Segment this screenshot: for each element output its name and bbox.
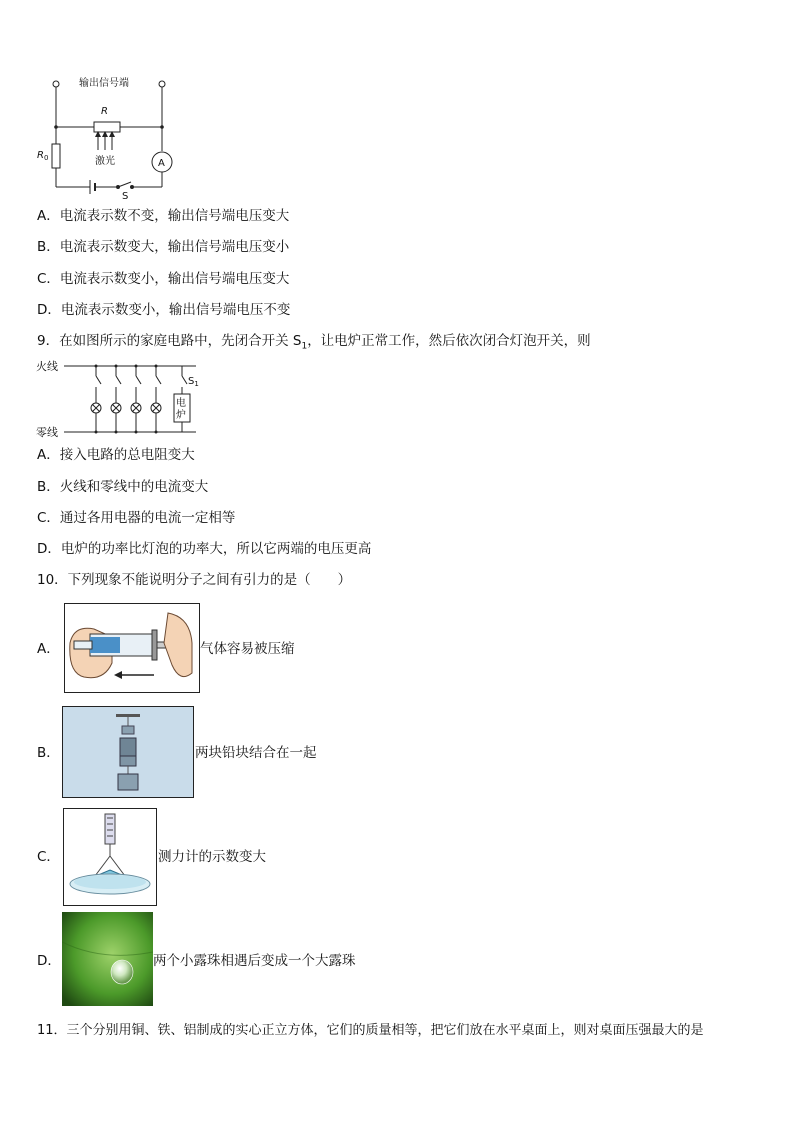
q8-option-c[interactable]: C．电流表示数变小，输出信号端电压变大 [37, 271, 290, 287]
q8-option-a[interactable]: A．电流表示数不变，输出信号端电压变大 [37, 208, 290, 224]
resistor-r [94, 122, 120, 132]
output-terminal-left [53, 81, 59, 87]
q9-stem [37, 332, 591, 356]
q10-option-d-letter[interactable]: D． [37, 953, 61, 969]
q10-option-c-letter[interactable]: C． [37, 849, 60, 865]
q9-option-b[interactable]: B．火线和零线中的电流变大 [37, 479, 209, 495]
q9-option-d[interactable]: D．电炉的功率比灯泡的功率大，所以它两端的电压更高 [37, 541, 372, 557]
output-signal-label: 输出信号端 [79, 78, 129, 89]
q10-option-d-text[interactable]: 两个小露珠相遇后变成一个大露珠 [153, 953, 356, 969]
q9-option-c[interactable]: C．通过各用电器的电流一定相等 [37, 510, 236, 526]
lamp-branch-4 [151, 366, 161, 432]
q9-stem-sub: 1 [301, 341, 308, 352]
neutral-wire-label: 零线 [36, 426, 58, 439]
lamp-branch-1 [91, 366, 101, 432]
r0-label: $R_0$ [37, 150, 49, 162]
q9-household-circuit [36, 356, 206, 440]
q8-option-b[interactable]: B．电流表示数变大，输出信号端电压变小 [37, 239, 290, 255]
q10-option-a-text[interactable]: 气体容易被压缩 [200, 641, 295, 657]
q10-option-b-text[interactable]: 两块铅块结合在一起 [195, 745, 317, 761]
q9-option-a[interactable]: A．接入电路的总电阻变大 [37, 447, 195, 463]
q8-option-d[interactable]: D．电流表示数变小，输出信号端电压不变 [37, 302, 291, 318]
live-wire-label: 火线 [36, 360, 58, 373]
dew-drop-image [62, 912, 153, 1006]
lamp-branch-3 [131, 366, 141, 432]
q10-option-a-letter[interactable]: A． [37, 641, 60, 657]
resistor-r0 [52, 144, 60, 168]
q11-stem: 11．三个分别用铜、铁、铝制成的实心正立方体，它们的质量相等，把它们放在水平桌面上，则对桌面压强最大的是 [37, 1023, 704, 1038]
lead-blocks-image [62, 706, 194, 798]
lamp-branch-2 [111, 366, 121, 432]
syringe-image [64, 603, 200, 693]
output-terminal-right [159, 81, 165, 87]
switch-s [118, 182, 131, 187]
q10-stem: 10．下列现象不能说明分子之间有引力的是（ ） [37, 572, 352, 588]
switch-label: S [122, 191, 129, 202]
q9-stem-text: 9．在如图所示的家庭电路中，先闭合开关 S [37, 333, 302, 349]
laser-label: 激光 [95, 156, 115, 167]
force-meter-image [63, 808, 157, 906]
q8-circuit-diagram [34, 72, 174, 202]
q9-stem-text-2: ，让电炉正常工作，然后依次闭合灯泡开关，则 [307, 333, 591, 349]
q10-option-c-text[interactable]: 测力计的示数变大 [158, 849, 266, 865]
s1-label: $S_1$ [188, 376, 199, 388]
stove-label-2: 炉 [176, 410, 186, 421]
r-label: R [101, 106, 108, 117]
q10-option-b-letter[interactable]: B． [37, 745, 60, 761]
ammeter-label: A [158, 158, 165, 169]
stove-label-1: 电 [176, 398, 186, 409]
